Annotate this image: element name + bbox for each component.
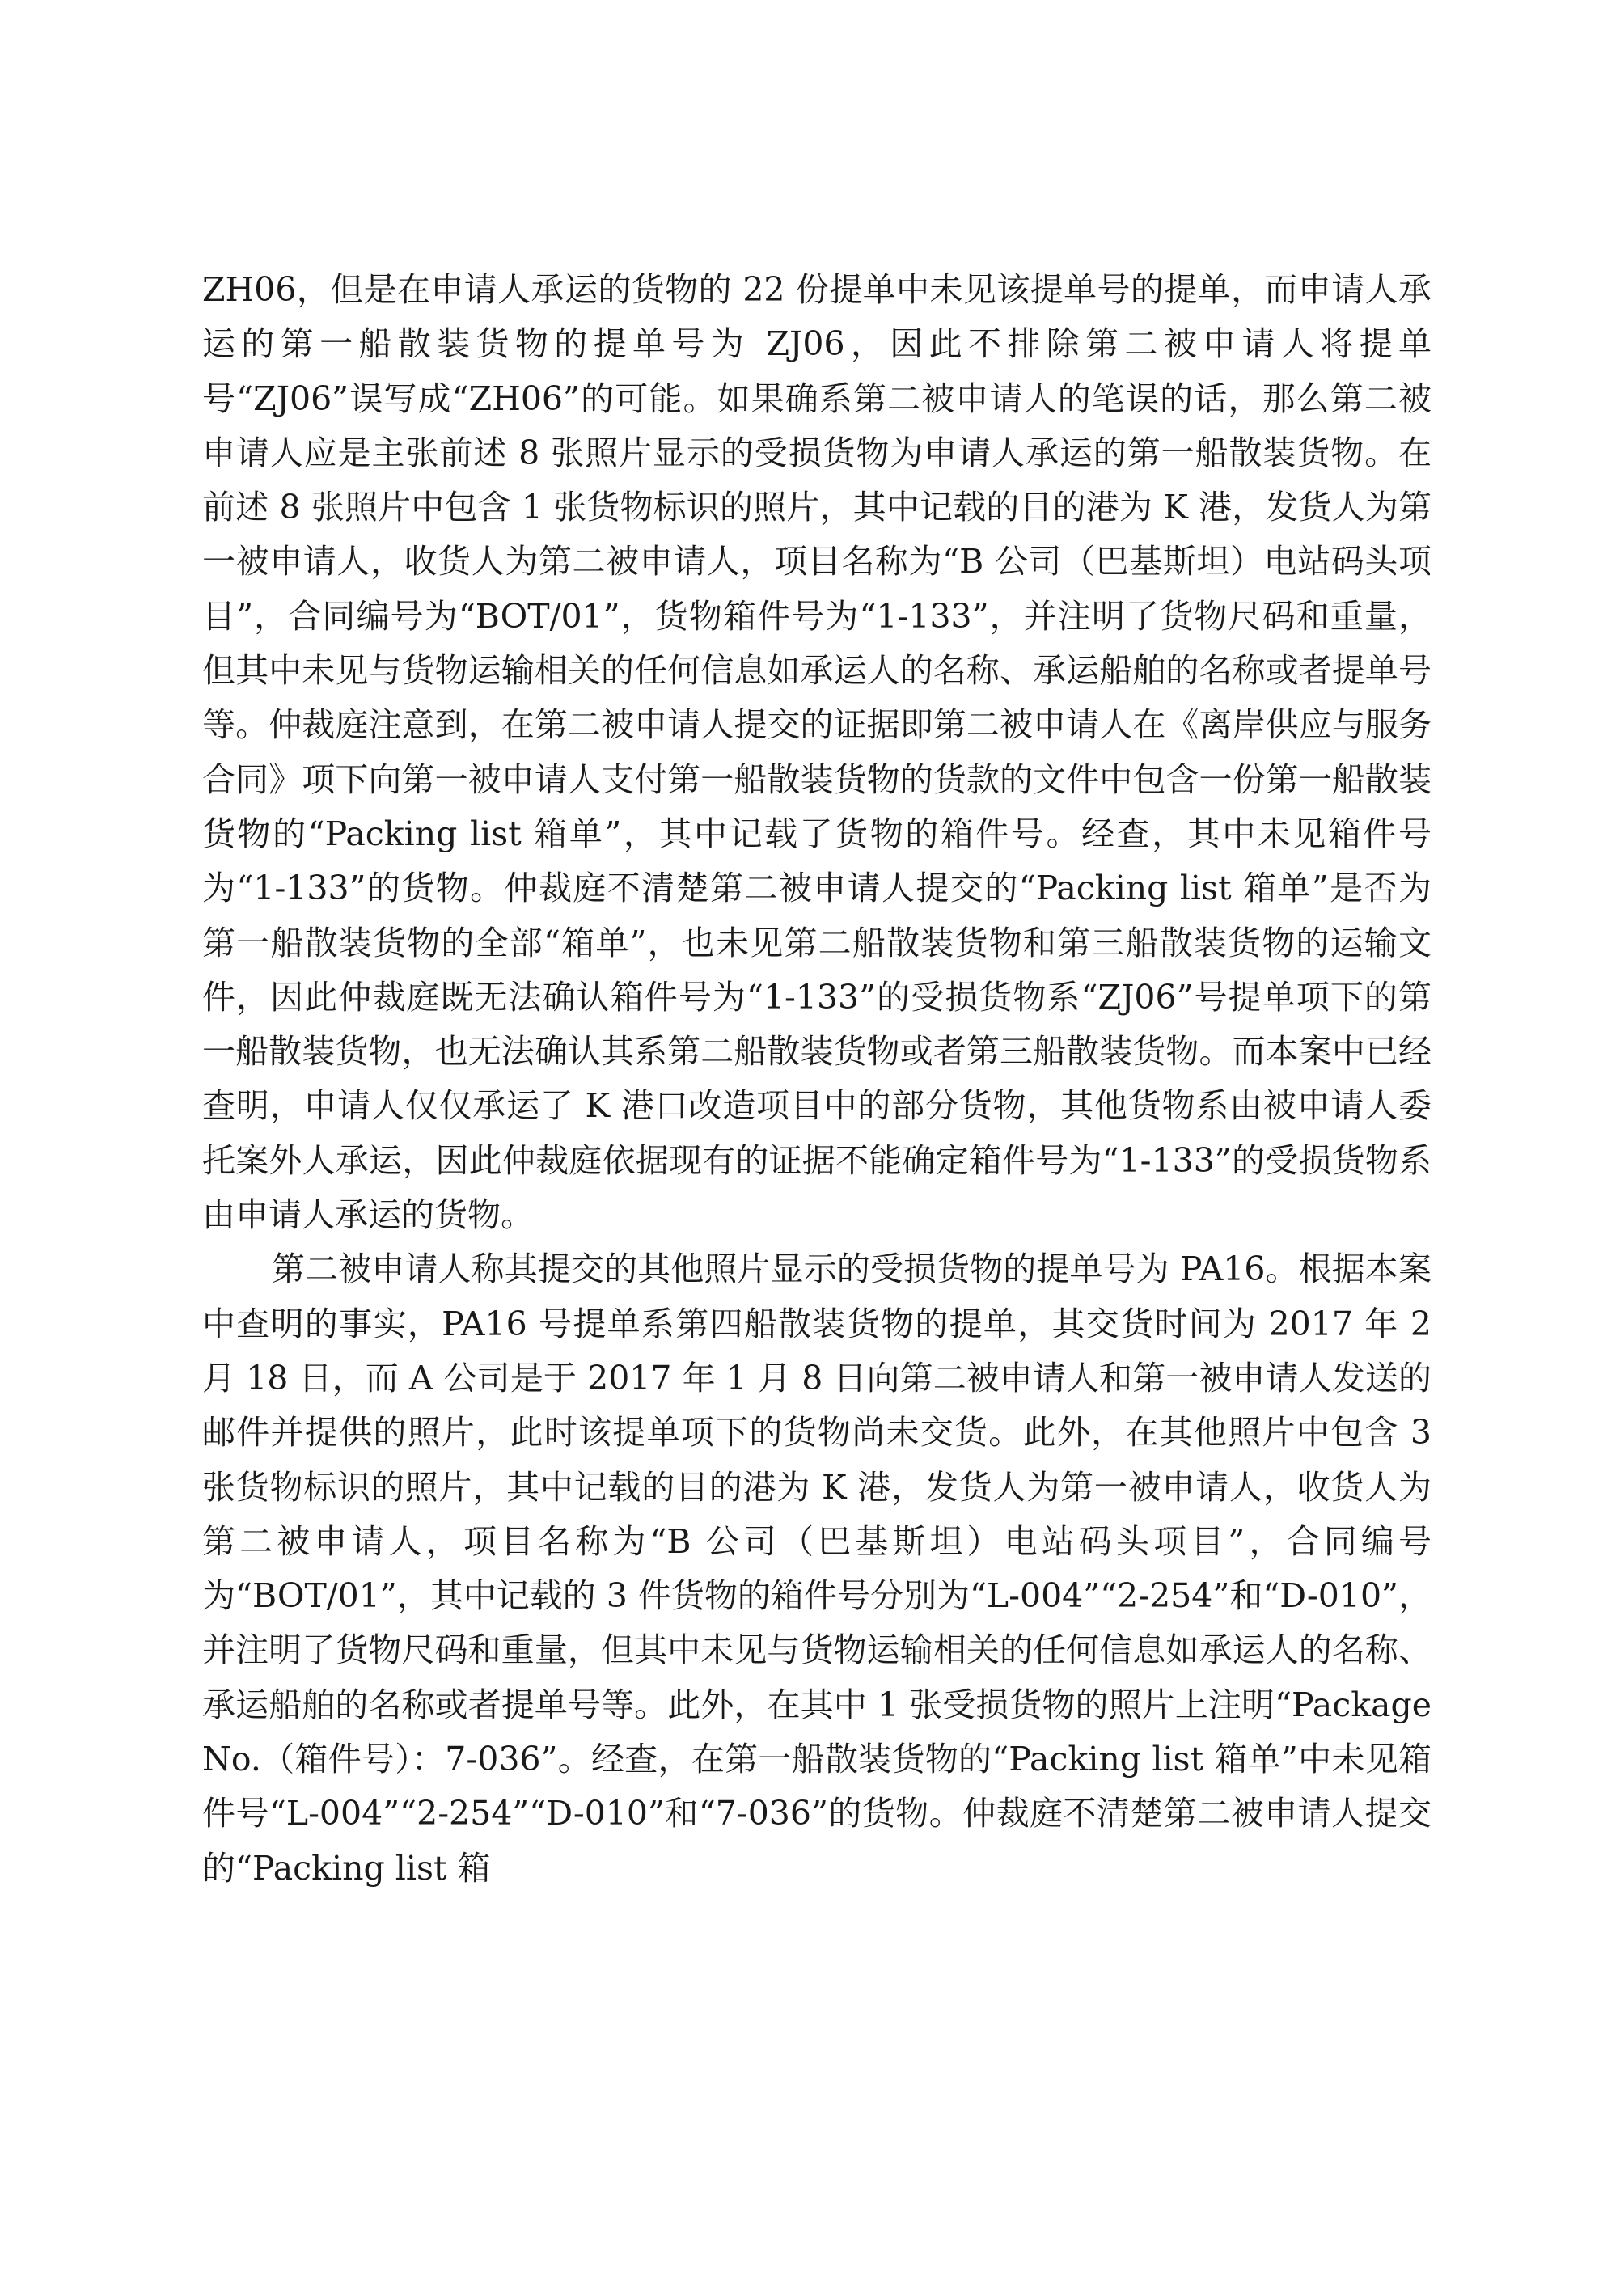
paragraph-2: 第二被申请人称其提交的其他照片显示的受损货物的提单号为 PA16。根据本案中查明的事实，PA16 号提单系第四船散装货物的提单，其交货时间为 2017 年 2 月 18 日，而 A 公司是于 2017 年 1 月 8 日向第二被申请人和第一被申请人发送的邮件并提供的照片，此时该提单项下的货物尚未交货。此外，在其他照片中包含 3 张货物标识的照片，其中记载的目的港为 K 港，发货人为第一被申请人，收货人为第二被申请人，项目名称为“B 公司（巴基斯坦）电站码头项目”，合同编号为“BOT/01”，其中记载的 3 件货物的箱件号分别为“L-004”“2-254”和“D-010”，并注明了货物尺码和重量，但其中未见与货物运输相关的任何信息如承运人的名称、承运船舶的名称或者提单号等。此外，在其中 1 张受损货物的照片上注明“Package No.（箱件号）：7-036”。经查，在第一船散装货物的“Packing list 箱单”中未见箱件号“L-004”“2-254”“D-010”和“7-036”的货物。仲裁庭不清楚第二被申请人提交的“Packing list 箱: [202, 1250, 1432, 1888]
body-text: [202, 263, 1432, 1896]
paragraph-1: ZH06，但是在申请人承运的货物的 22 份提单中未见该提单号的提单，而申请人承运的第一船散装货物的提单号为 ZJ06，因此不排除第二被申请人将提单号“ZJ06”误写成“ZH06”的可能。如果确系第二被申请人的笔误的话，那么第二被申请人应是主张前述 8 张照片显示的受损货物为申请人承运的第一船散装货物。在前述 8 张照片中包含 1 张货物标识的照片，其中记载的目的港为 K 港，发货人为第一被申请人，收货人为第二被申请人，项目名称为“B 公司（巴基斯坦）电站码头项目”，合同编号为“BOT/01”，货物箱件号为“1-133”，并注明了货物尺码和重量，但其中未见与货物运输相关的任何信息如承运人的名称、承运船舶的名称或者提单号等。仲裁庭注意到，在第二被申请人提交的证据即第二被申请人在《离岸供应与服务合同》项下向第一被申请人支付第一船散装货物的货款的文件中包含一份第一船散装货物的“Packing list 箱单”，其中记载了货物的箱件号。经查，其中未见箱件号为“1-133”的货物。仲裁庭不清楚第二被申请人提交的“Packing list 箱单”是否为第一船散装货物的全部“箱单”，也未见第二船散装货物和第三船散装货物的运输文件，因此仲裁庭既无法确认箱件号为“1-133”的受损货物系“ZJ06”号提单项下的第一船散装货物，也无法确认其系第二船散装货物或者第三船散装货物。而本案中已经查明，申请人仅仅承运了 K 港口改造项目中的部分货物，其他货物系由被申请人委托案外人承运，因此仲裁庭依据现有的证据不能确定箱件号为“1-133”的受损货物系由申请人承运的货物。: [202, 270, 1432, 1235]
